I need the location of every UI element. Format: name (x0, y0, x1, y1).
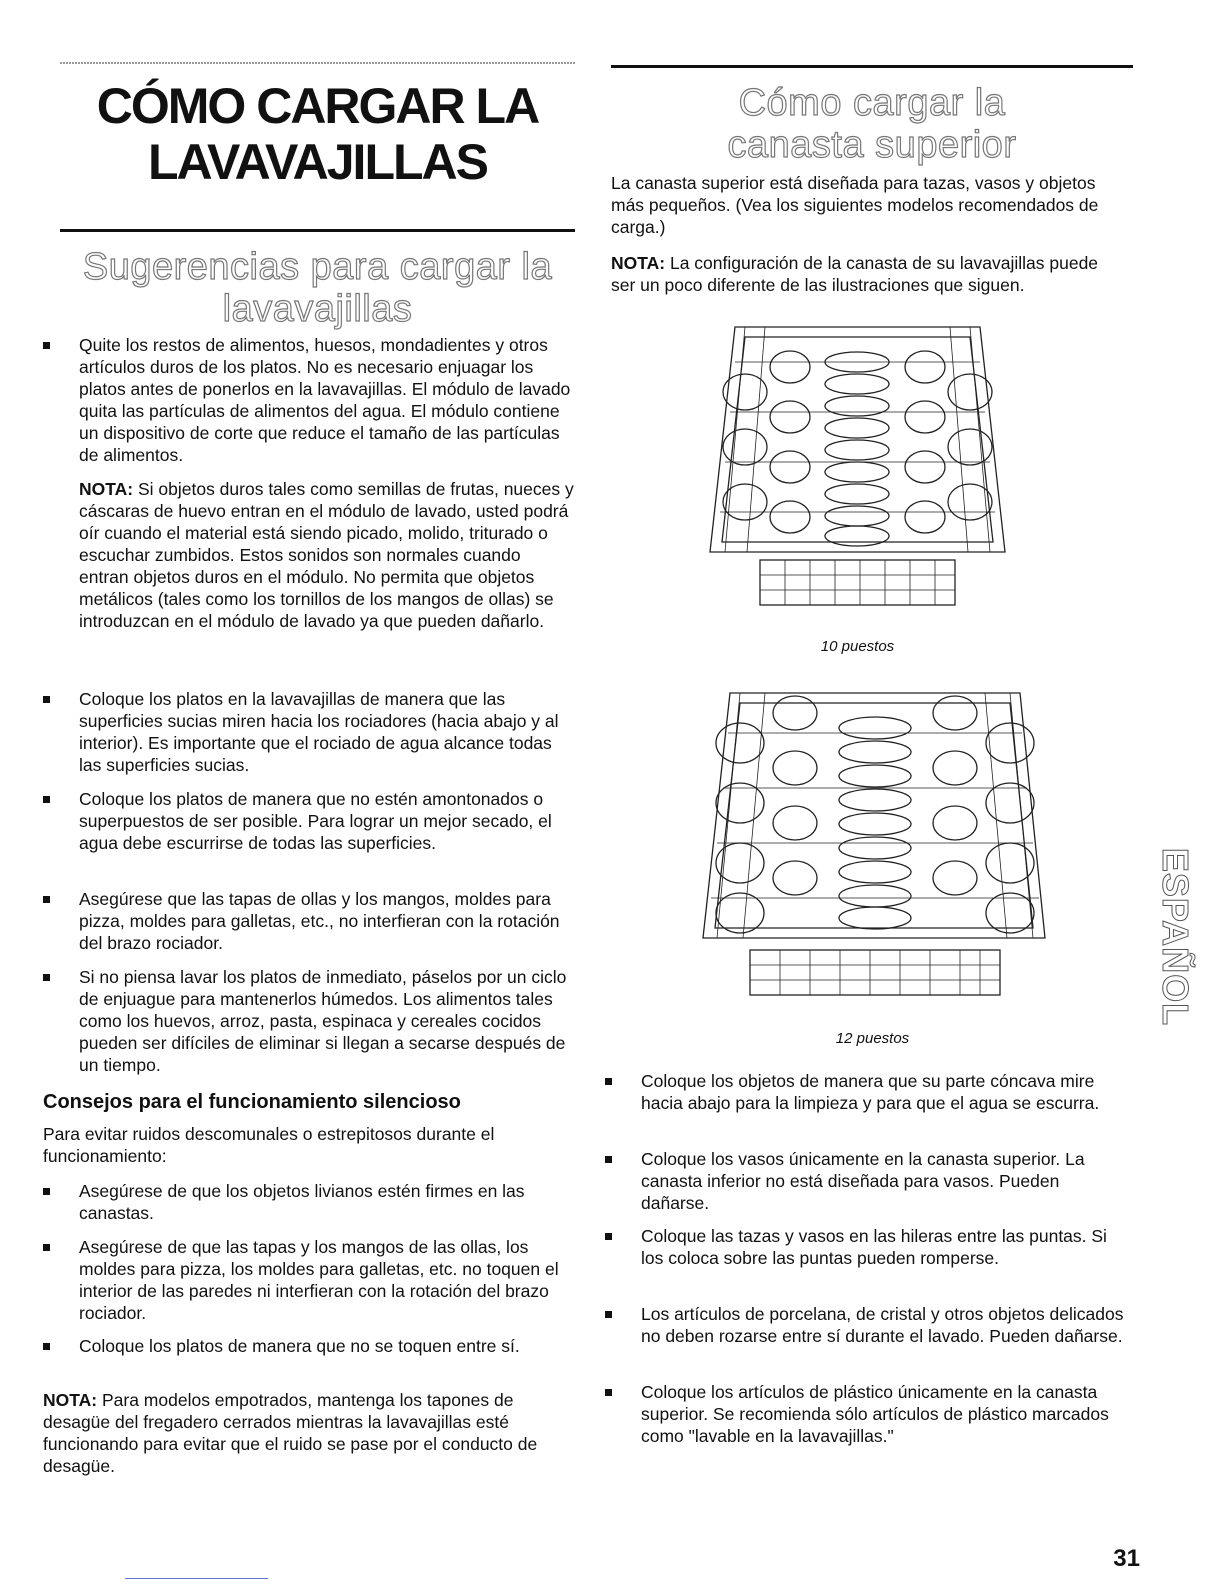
main-title-line2: LAVAVAJILLAS (148, 134, 487, 190)
nota-label: NOTA: (43, 1390, 98, 1410)
upper-rack-bullet-5: Coloque los artículos de plástico únicamente en la canasta superior. Se recomienda sólo artículos de plástico marcados como "lavable en la lavavajillas." (641, 1381, 1131, 1447)
nota-label: NOTA: (79, 479, 134, 499)
language-side-tab (1145, 815, 1205, 1060)
upper-rack-nota (611, 252, 1111, 296)
quiet-intro: Para evitar ruidos descomunales o estrepitosos durante el funcionamiento: (43, 1124, 495, 1166)
quiet-bullet-3: Coloque los platos de manera que no se toquen entre sí. (79, 1335, 574, 1357)
top-dotted-rule (60, 62, 575, 64)
upper-rack-title-line2: canasta superior (727, 124, 1017, 166)
nota-text: Para modelos empotrados, mantenga los tapones de desagüe del fregadero cerrados mientras la lavavajillas esté funcionando para evitar que el ruido se pase por el conducto de desagüe. (43, 1390, 538, 1476)
left-section-rule (60, 229, 575, 232)
main-title (60, 78, 575, 190)
upper-rack-bullet-3: Coloque las tazas y vasos en las hileras entre las puntas. Si los coloca sobre las puntas pueden romperse. (641, 1225, 1131, 1269)
nota-drain (43, 1389, 573, 1477)
caption-12-place: 12 puestos (835, 1030, 910, 1047)
tip-bullet-3: Coloque los platos de manera que no estén amontonados o superpuestos de ser posible. Para lograr un mejor secado, el agua debe escurrirse de todas las superficies. (79, 788, 574, 854)
nota-text: Si objetos duros tales como semillas de frutas, nueces y cáscaras de huevo entran en el módulo de lavado, usted podrá oír cuando el material está siendo picado, molido, triturado o escuchar zumbidos. Estos sonidos son normales cuando entran objetos duros en el módulo. No permita que objetos metálicos (tales como los tornillos de los mangos de ollas) se introduzcan en el módulo de lavado ya que pueden dañarlo. (79, 479, 574, 631)
nota-label: NOTA: (611, 253, 666, 273)
rack-illustration-10-place (705, 322, 1010, 627)
section-title-line1: Sugerencias para cargar la (82, 246, 553, 288)
nota-text: La configuración de la canasta de su lavavajillas puede ser un poco diferente de las ilustraciones que siguen. (611, 253, 1099, 295)
section-title-line2: lavavajillas (222, 288, 413, 330)
tip-bullet-1: Quite los restos de alimentos, huesos, mondadientes y otros artículos duros de los platos. No es necesario enjuagar los platos antes de ponerlos en la lavavajillas. El módulo de lavado quita las partículas de alimentos del agua. El módulo contiene un dispositivo de corte que reduce el tamaño de las partículas de alimentos. (79, 334, 574, 466)
language-side-tab-label: ESPAÑOL (1155, 847, 1196, 1027)
tip-bullet-4: Asegúrese que las tapas de ollas y los mangos, moldes para pizza, moldes para galletas, etc., no interfieran con la rotación del brazo rociador. (79, 888, 574, 954)
upper-rack-bullet-1: Coloque los objetos de manera que su parte cóncava mire hacia abajo para la limpieza y para que el agua se escurra. (641, 1070, 1131, 1114)
main-title-line1: CÓMO CARGAR LA (96, 78, 539, 134)
right-section-rule (611, 65, 1133, 68)
upper-rack-title-line1: Cómo cargar la (738, 82, 1006, 124)
nota-hard-objects (79, 478, 574, 632)
tip-bullet-2: Coloque los platos en la lavavajillas de manera que las superficies sucias miren hacia los rociadores (hacia abajo y al interior). Es importante que el rociado de agua alcance todas las superficies sucias. (79, 688, 574, 776)
upper-rack-intro: La canasta superior está diseñada para tazas, vasos y objetos más pequeños. (Vea los siguientes modelos recomendados de carga.) (611, 173, 1099, 237)
upper-rack-bullet-2: Coloque los vasos únicamente en la canasta superior. La canasta inferior no está diseñada para vasos. Pueden dañarse. (641, 1148, 1131, 1214)
footer-line (125, 1578, 268, 1579)
caption-10-place: 10 puestos (820, 638, 895, 655)
rack-illustration-12-place (695, 688, 1055, 1008)
quiet-bullet-2: Asegúrese de que las tapas y los mangos de las ollas, los moldes para pizza, los moldes para galletas, etc. no toquen el interior de las paredes ni interfieran con la rotación del brazo rociador. (79, 1236, 574, 1324)
tip-bullet-5: Si no piensa lavar los platos de inmediato, páselos por un ciclo de enjuague para mantenerlos húmedos. Los alimentos tales como los huevos, arroz, pasta, espinaca y cereales cocidos pueden ser difíciles de eliminar si llegan a secarse después de un tiempo. (79, 966, 574, 1076)
quiet-operation-heading: Consejos para el funcionamiento silencioso (43, 1091, 461, 1113)
page-number: 31 (1113, 1545, 1140, 1572)
quiet-bullet-1: Asegúrese de que los objetos livianos estén firmes en las canastas. (79, 1180, 574, 1224)
section-title (60, 246, 575, 330)
upper-rack-title (611, 82, 1133, 166)
upper-rack-bullet-4: Los artículos de porcelana, de cristal y otros objetos delicados no deben rozarse entre sí durante el lavado. Pueden dañarse. (641, 1303, 1131, 1347)
